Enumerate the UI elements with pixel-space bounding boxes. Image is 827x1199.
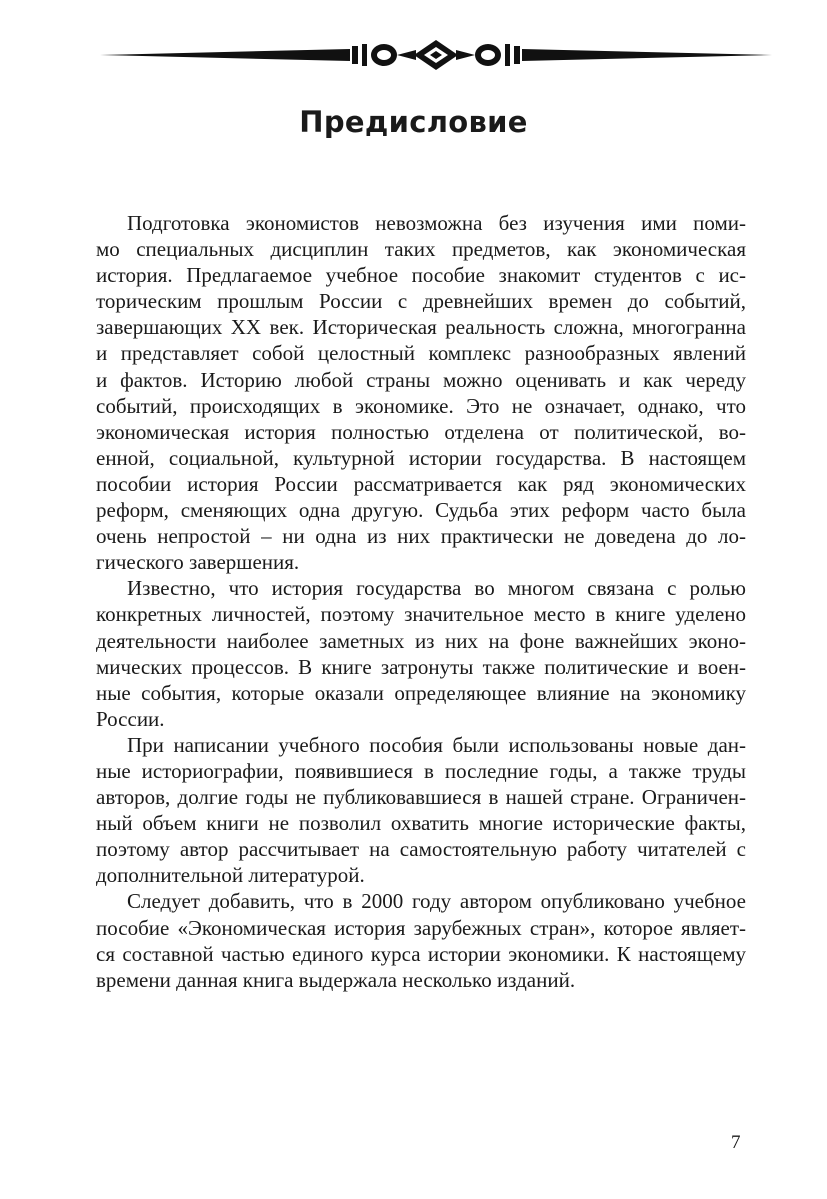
text-line: деятельности наиболее заметных из них на фоне важнейших эконо- xyxy=(96,628,746,653)
text-line: России. xyxy=(96,706,165,731)
text-line: ный объем книги не позволил охватить многие исторические факты, xyxy=(96,811,746,836)
text-line: ные историографии, появившиеся в последние годы, а также труды xyxy=(96,758,746,783)
decorative-divider-ornament-icon xyxy=(100,38,772,72)
text-line: мических процессов. В книге затронуты также политические и воен- xyxy=(96,654,746,679)
preface-text xyxy=(96,210,746,993)
text-line: и фактов. Историю любой страны можно оценивать и как череду xyxy=(96,367,746,392)
text-line: Следует добавить, что в 2000 году автором опубликовано учебное xyxy=(127,889,746,914)
text-line: гического завершения. xyxy=(96,550,300,575)
text-line: история. Предлагаемое учебное пособие знакомит студентов с ис- xyxy=(96,263,746,288)
text-line: и представляет собой целостный комплекс разнообразных явлений xyxy=(96,341,746,366)
text-line: событий, происходящих в экономике. Это не означает, однако, что xyxy=(96,393,746,418)
text-line: реформ, сменяющих одна другую. Судьба этих реформ часто была xyxy=(96,498,746,523)
text-line: ные события, которые оказали определяющее влияние на экономику xyxy=(96,680,746,705)
text-line: Известно, что история государства во многом связана с ролью xyxy=(127,576,746,601)
text-line: поэтому автор рассчитывает на самостоятельную работу читателей с xyxy=(96,837,746,862)
text-line: очень непростой – ни одна из них практически не доведена до ло- xyxy=(96,524,746,549)
text-line: ся составной частью единого курса истории экономики. К настоящему xyxy=(96,941,746,966)
text-line: конкретных личностей, поэтому значительное место в книге уделено xyxy=(96,602,746,627)
page-number: 7 xyxy=(731,1132,741,1153)
text-line: При написании учебного пособия были использованы новые дан- xyxy=(127,732,746,757)
text-line: завершающих XX век. Историческая реальность сложна, многогранна xyxy=(96,315,746,340)
text-line: Подготовка экономистов невозможна без изучения ими поми- xyxy=(127,211,746,235)
text-line: енной, социальной, культурной истории государства. В настоящем xyxy=(96,445,746,470)
text-line: пособии история России рассматривается как ряд экономических xyxy=(96,471,746,496)
text-line: мо специальных дисциплин таких предметов, как экономическая xyxy=(96,237,746,262)
text-line: экономическая история полностью отделена от политической, во- xyxy=(96,419,746,444)
text-line: торическим прошлым России с древнейших времен до событий, xyxy=(96,289,746,314)
text-line: дополнительной литературой. xyxy=(96,863,365,888)
text-line: пособие «Экономическая история зарубежных стран», которое являет- xyxy=(96,915,746,940)
text-line: авторов, долгие годы не публиковавшиеся в нашей стране. Ограничен- xyxy=(96,785,746,810)
page-title: Предисловие xyxy=(299,105,528,139)
text-line: времени данная книга выдержала несколько изданий. xyxy=(96,967,576,992)
